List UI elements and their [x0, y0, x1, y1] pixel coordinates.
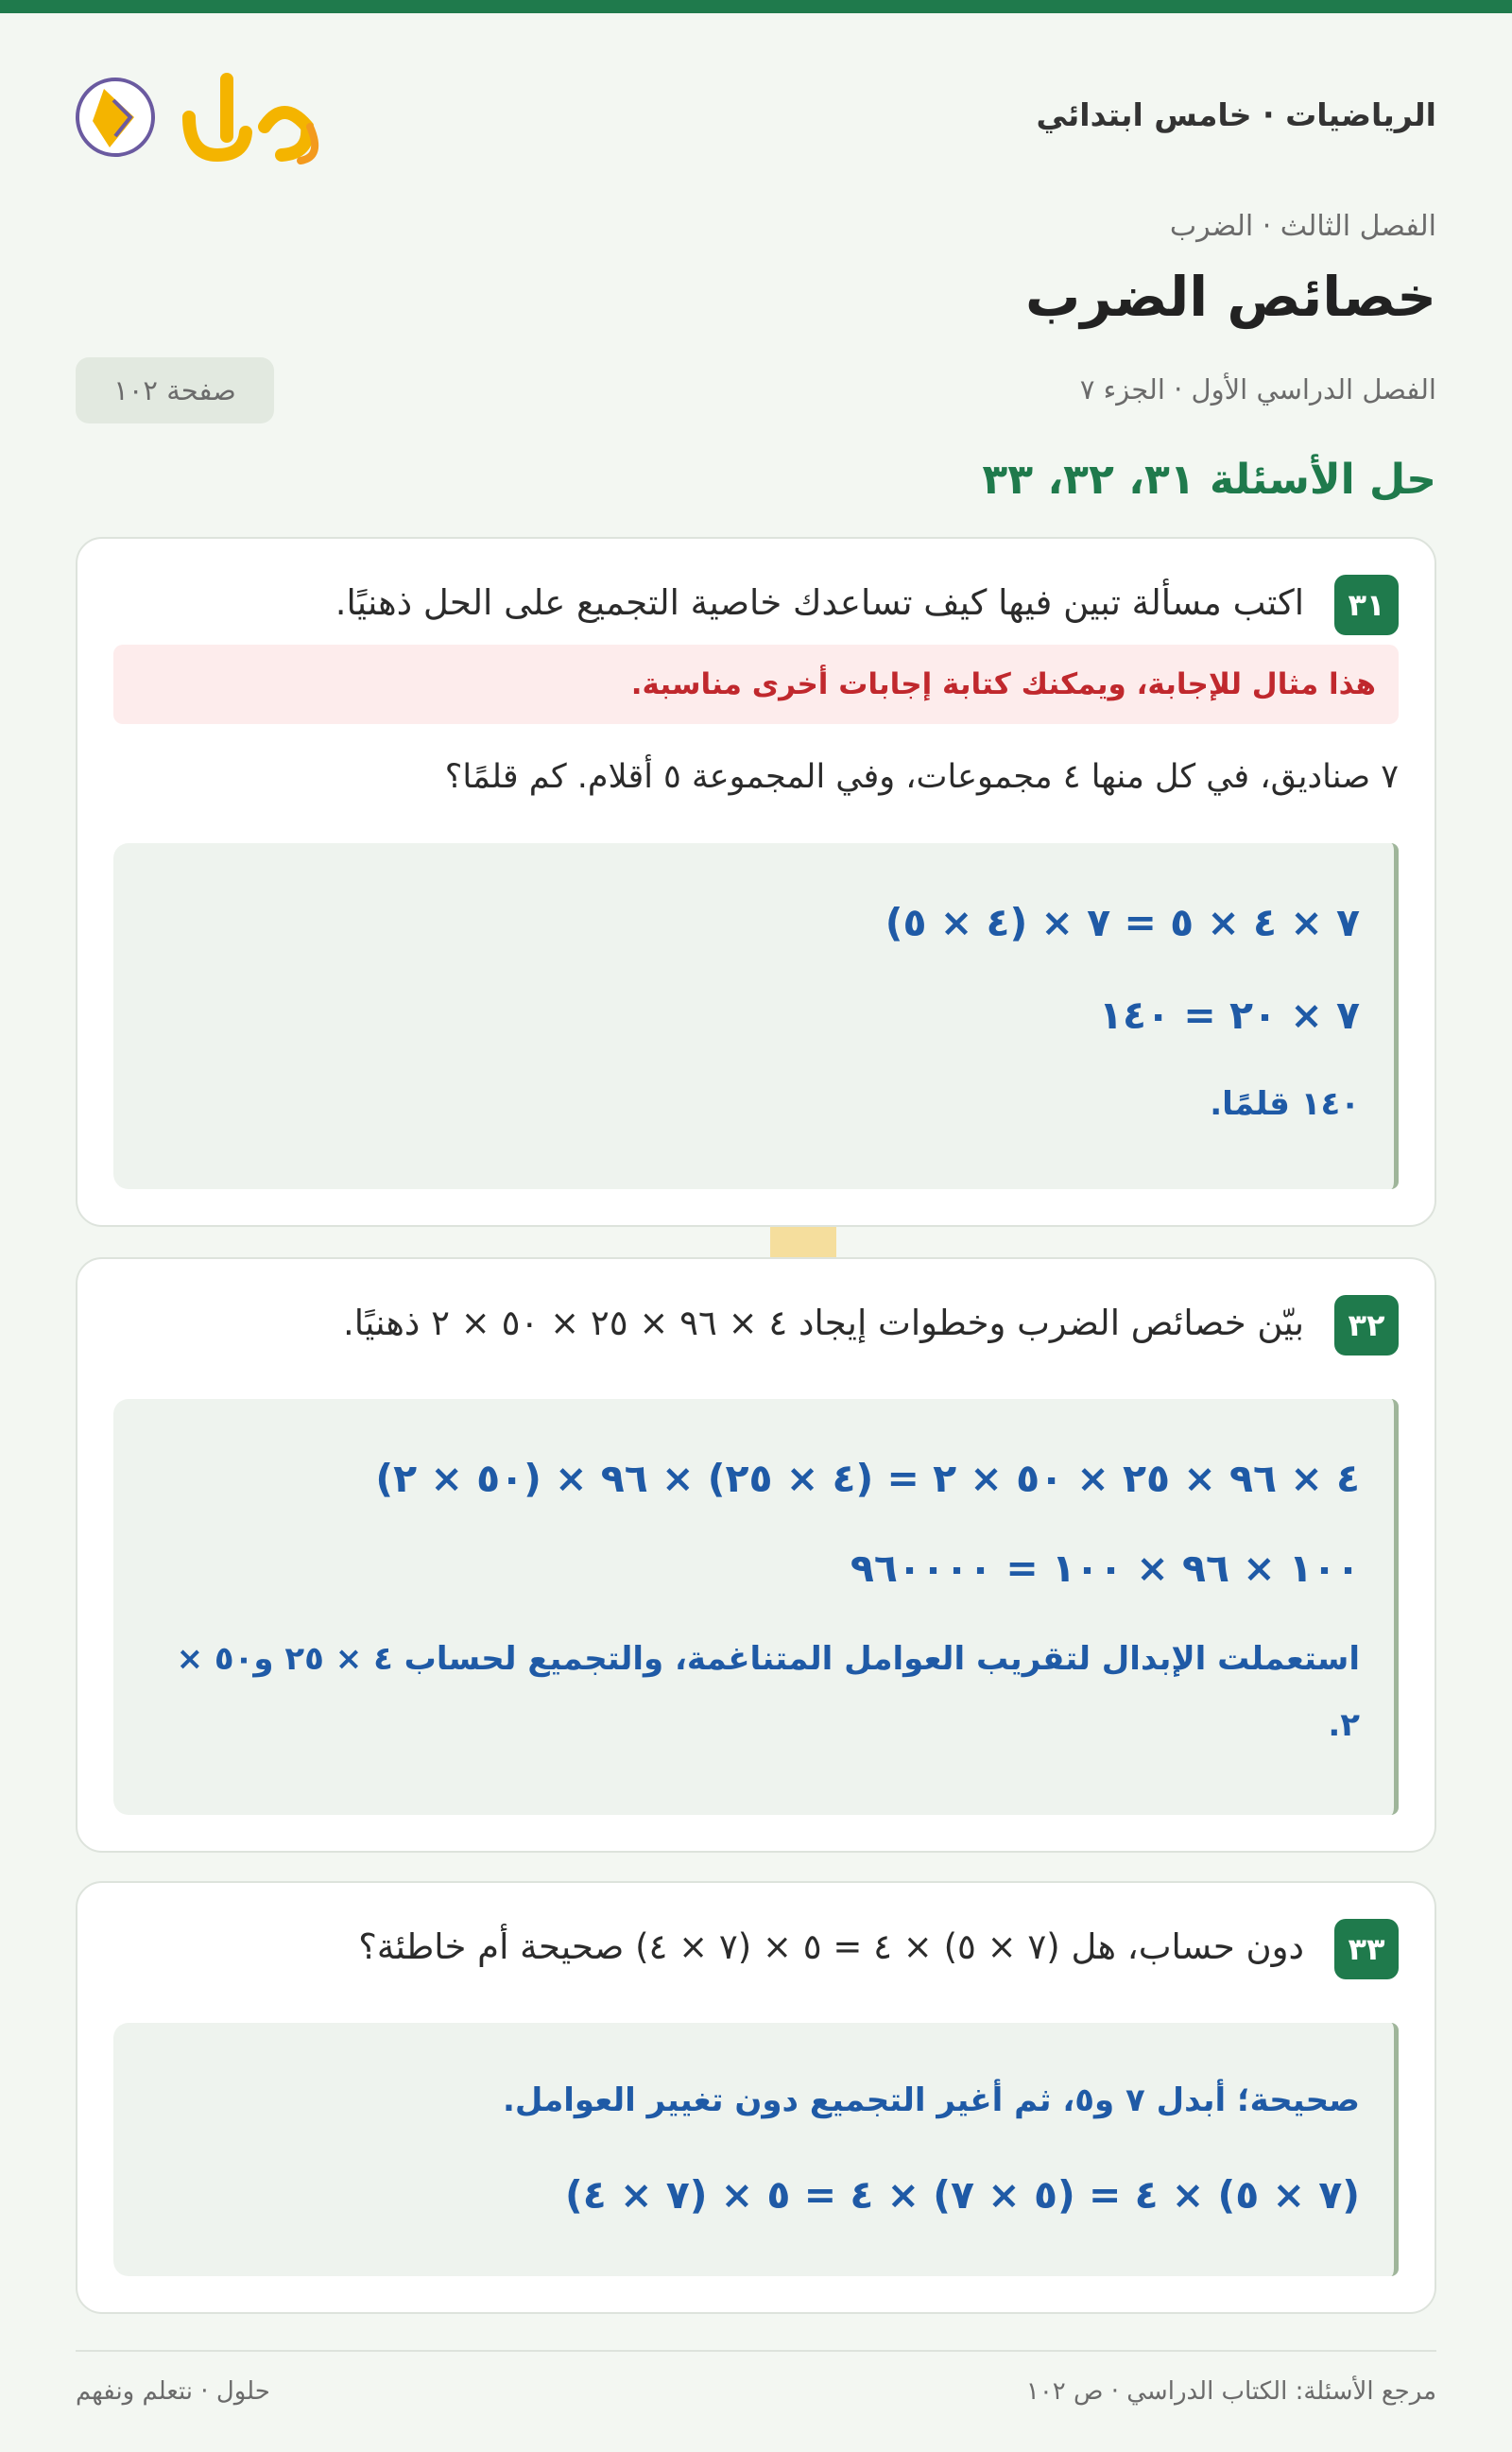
question-text: دون حساب، هل (٧ × ٥) × ٤ = ٥ × (٧ × ٤) صحيحة أم خاطئة؟ [358, 1926, 1304, 1967]
question-number-badge: ٣٣ [1334, 1919, 1399, 1979]
subject-label: الرياضيات · خامس ابتدائي [1036, 96, 1436, 133]
answer-line-1: ٤ × ٩٦ × ٢٥ × ٥٠ × ٢ = (٤ × ٢٥) × ٩٦ × (٥٠ × ٢) [375, 1456, 1360, 1501]
answer-line-1: ٧ × ٤ × ٥ = ٧ × (٤ × ٥) [885, 900, 1360, 945]
question-card-31 [76, 537, 1436, 1227]
footer-reference: مرجع الأسئلة: الكتاب الدراسي · ص ١٠٢ [1025, 2377, 1436, 2406]
question-text: اكتب مسألة تبين فيها كيف تساعدك خاصية التجميع على الحل ذهنيًا. [335, 582, 1304, 623]
question-card-33 [76, 1881, 1436, 2314]
question-row [113, 1295, 1399, 1361]
question-row [113, 1919, 1399, 1985]
question-number-badge: ٣٢ [1334, 1295, 1399, 1356]
question-number-badge: ٣١ [1334, 575, 1399, 635]
page-title: خصائص الضرب [1025, 265, 1436, 329]
answer-line-2: ١٠٠ × ٩٦ × ١٠٠ = ٩٦٠٠٠٠ [850, 1545, 1360, 1591]
question-text: بيّن خصائص الضرب وخطوات إيجاد ٤ × ٩٦ × ٢٥ × ٥٠ × ٢ ذهنيًا. [343, 1303, 1304, 1343]
answer-box [113, 843, 1399, 1189]
hulul-logo[interactable] [76, 60, 340, 174]
page-header [76, 60, 1436, 174]
answer-box [113, 1399, 1399, 1815]
answer-line-1: صحيحة؛ أبدل ٧ و٥، ثم أغير التجميع دون تغيير العوامل. [502, 2081, 1360, 2119]
question-card-32 [76, 1257, 1436, 1853]
question-row [113, 575, 1399, 641]
section-heading: حل الأسئلة ٣١، ٣٢، ٣٣ [982, 456, 1436, 504]
footer-divider [76, 2350, 1436, 2352]
chapter-breadcrumb: الفصل الثالث · الضرب [1169, 210, 1436, 243]
answer-explanation: استعملت الإبدال لتقريب العوامل المتناغمة، والتجميع لحساب ٤ × ٢٥ و٥٠ × ٢. [176, 1640, 1360, 1744]
problem-context: ٧ صناديق، في كل منها ٤ مجموعات، وفي المجموعة ٥ أقلام. كم قلمًا؟ [444, 758, 1399, 796]
example-answer-note: هذا مثال للإجابة، ويمكنك كتابة إجابات أخرى مناسبة. [113, 645, 1399, 724]
answer-line-2: (٧ × ٥) × ٤ = (٥ × ٧) × ٤ = ٥ × (٧ × ٤) [565, 2172, 1360, 2218]
answer-line-2: ٧ × ٢٠ = ١٤٠ [1099, 993, 1360, 1038]
page-number-badge: صفحة ١٠٢ [76, 357, 274, 423]
term-label: الفصل الدراسي الأول · الجزء ٧ [1079, 373, 1436, 406]
answer-box [113, 2023, 1399, 2276]
footer-brand: حلول · نتعلم ونفهم [76, 2377, 270, 2406]
answer-line-3: ١٤٠ قلمًا. [1210, 1085, 1360, 1123]
top-accent-bar [0, 0, 1512, 13]
